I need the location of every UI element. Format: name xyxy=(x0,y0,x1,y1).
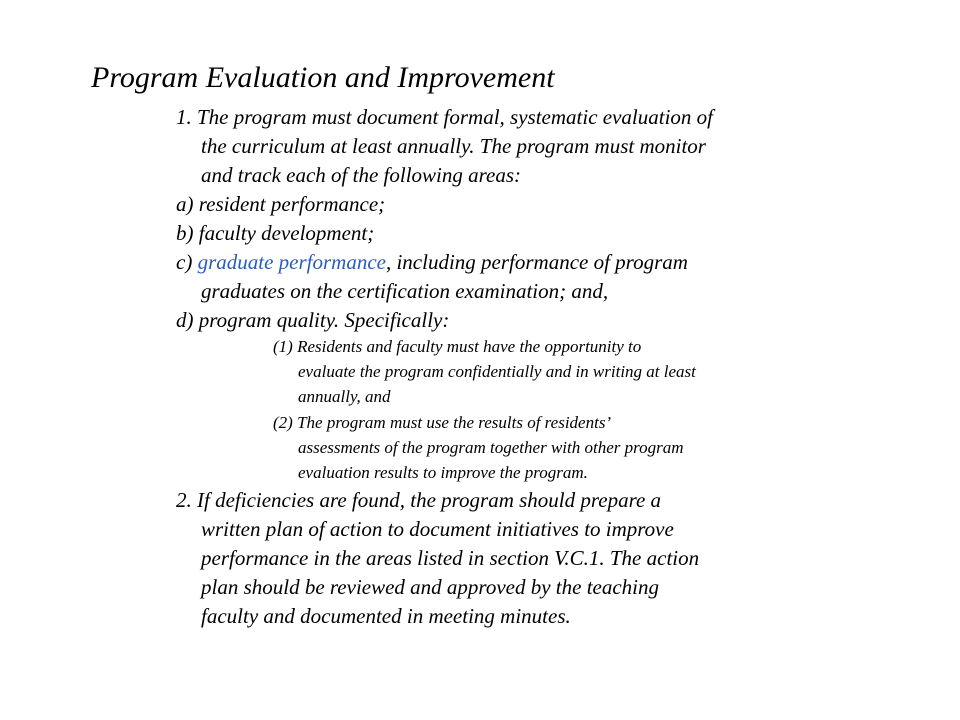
sub-item-1-line-1: (1) Residents and faculty must have the opportunity to xyxy=(273,337,642,356)
sub-item-2-line-1: (2) The program must use the results of residents’ xyxy=(273,413,612,432)
item-2-line-1: 2. If deficiencies are found, the program should prepare a xyxy=(176,488,662,512)
item-1-line-1: 1. The program must document formal, systematic evaluation of xyxy=(176,105,714,129)
sub-item-2-line-3: evaluation results to improve the program. xyxy=(298,463,588,482)
slide-title: Program Evaluation and Improvement xyxy=(91,61,555,94)
item-2-line-4: plan should be reviewed and approved by the teaching xyxy=(201,575,660,599)
item-2-line-2: written plan of action to document initiatives to improve xyxy=(201,517,674,541)
item-c xyxy=(176,248,876,306)
item-b: b) faculty development; xyxy=(176,221,375,245)
item-c-line-2: graduates on the certification examination; and, xyxy=(201,279,609,303)
item-1-line-3: and track each of the following areas: xyxy=(201,163,522,187)
item-a: a) resident performance; xyxy=(176,192,386,216)
sub-item-2 xyxy=(273,410,873,485)
sub-item-1-line-3: annually, and xyxy=(298,387,391,406)
item-2-line-3: performance in the areas listed in section V.C.1. The action xyxy=(201,546,700,570)
item-1-line-2: the curriculum at least annually. The program must monitor xyxy=(201,134,706,158)
item-d: d) program quality. Specifically: xyxy=(176,308,450,332)
sub-item-2-line-2: assessments of the program together with other program xyxy=(298,438,684,457)
item-1 xyxy=(176,103,876,190)
item-2-line-5: faculty and documented in meeting minutes. xyxy=(201,604,571,628)
item-c-highlight: graduate performance xyxy=(197,250,386,274)
item-c-prefix: c) xyxy=(176,250,198,274)
sub-item-1-line-2: evaluate the program confidentially and in writing at least xyxy=(298,362,696,381)
sub-item-1 xyxy=(273,334,873,409)
item-2 xyxy=(176,486,876,631)
item-c-suffix: , including performance of program xyxy=(385,250,688,274)
